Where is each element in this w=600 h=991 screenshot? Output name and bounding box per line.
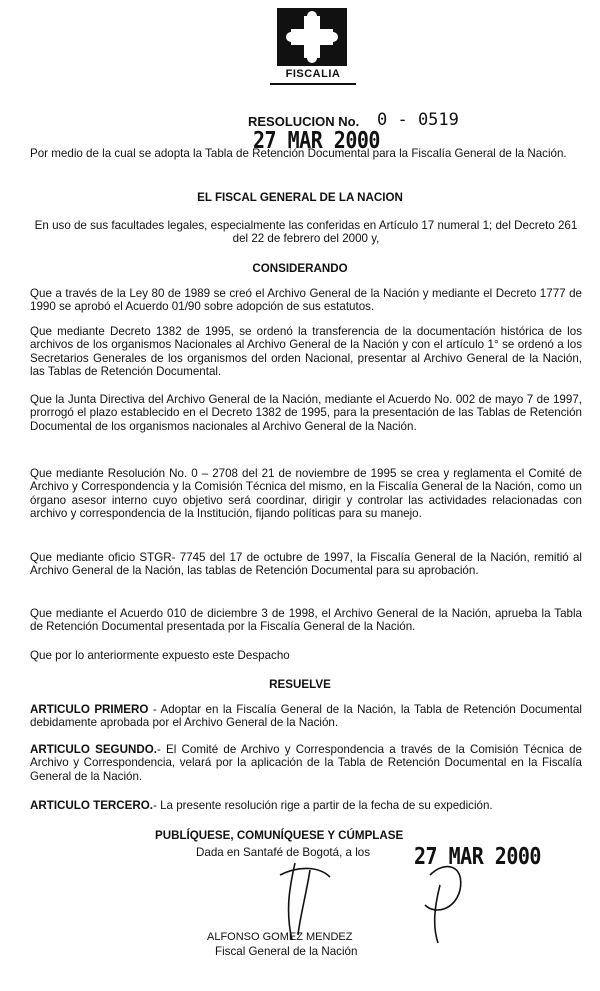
- intro-paragraph: Por medio de la cual se adopta la Tabla de Retención Documental para la Fiscalía General de la Nación.: [30, 147, 567, 160]
- considering-paragraph-4: Que mediante Resolución No. 0 – 2708 del 21 de noviembre de 1995 se crea y reglamenta el Comité de Archivo y Correspondencia y la Comisión Técnica del mismo, en la Fiscalía General de la Nación, como un órgano asesor interno cuyo objetivo será coordinar, dirigir y controlar las actividades relacionadas con archivo y correspondencia de la Institución, fijando políticas para su manejo.: [30, 467, 582, 521]
- article-1: [30, 703, 582, 730]
- resolution-number: 0 - 0519: [377, 110, 459, 130]
- logo-text: FISCALIA: [285, 68, 341, 80]
- article-3-text: - La presente resolución rige a partir de la fecha de su expedición.: [153, 799, 493, 812]
- article-1-label: ARTICULO PRIMERO: [30, 703, 149, 716]
- fiscalia-logo: [270, 8, 356, 92]
- article-3: [30, 799, 582, 812]
- considering-paragraph-6: Que mediante el Acuerdo 010 de diciembre 3 de 1998, el Archivo General de la Nación, aprueba la Tabla de Retención Documental presentada por la Fiscalía General de la Nación.: [30, 607, 582, 634]
- article-3-label: ARTICULO TERCERO.: [30, 799, 154, 812]
- closing-formula: PUBLÍQUESE, COMUNÍQUESE Y CÚMPLASE: [155, 829, 404, 842]
- date-stamp: 27 MAR 2000: [253, 126, 380, 154]
- considering-paragraph-1: Que a través de la Ley 80 de 1989 se creó el Archivo General de la Nación y mediante el Decreto 1777 de 1990 se aprobó el Acuerdo 01/90 sobre adopción de sus estatutos.: [30, 287, 582, 314]
- authority-title: EL FISCAL GENERAL DE LA NACION: [197, 191, 403, 204]
- signatory-title: Fiscal General de la Nación: [215, 945, 358, 958]
- given-at: Dada en Santafé de Bogotá, a los: [196, 846, 371, 859]
- considering-paragraph-2: Que mediante Decreto 1382 de 1995, se ordenó la transferencia de la documentación histórica de los archivos de los organismos Nacionales al Archivo General de la Nación y con el artículo 1° se ordenó a los Secretarios Generales de los organismos del orden Nacional, presentar al Archivo General de la Nación, las Tablas de Retención Documental.: [30, 325, 582, 379]
- considering-paragraph-5: Que mediante oficio STGR- 7745 del 17 de octubre de 1997, la Fiscalía General de la Nación, remitió al Archivo General de la Nación, las tablas de Retención Documental para su aprobación.: [30, 551, 582, 578]
- resolution-label: RESOLUCION No.: [248, 114, 360, 129]
- article-1-text: - Adoptar en la Fiscalía General de la Nación, la Tabla de Retención Documental debidamente aprobada por el Archivo General de la Nación.: [30, 703, 582, 730]
- article-2-text: - El Comité de Archivo y Correspondencia a través de la Comisión Técnica de Archivo y Correspondencia, velará por la aplicación de la Tabla de Retención Documental en la Fiscalía General de la Nación.: [30, 743, 582, 783]
- considering-title: CONSIDERANDO: [252, 262, 348, 275]
- powers-paragraph: En uso de sus facultades legales, especialmente las conferidas en Artículo 17 numeral 1; del Decreto 261 del 22 de febrero del 2000 y,: [34, 219, 578, 246]
- resolve-title: RESUELVE: [269, 678, 331, 691]
- closing-date-stamp: 27 MAR 2000: [414, 842, 541, 870]
- article-2-label: ARTICULO SEGUNDO.: [30, 743, 157, 756]
- considering-paragraph-7: Que por lo anteriormente expuesto este Despacho: [30, 649, 290, 662]
- article-2: [30, 743, 582, 783]
- logo-rule: [270, 83, 356, 85]
- considering-paragraph-3: Que la Junta Directiva del Archivo General de la Nación, mediante el Acuerdo No. 002 de mayo 7 de 1997, prorrogó el plazo establecido en el Decreto 1382 de 1995, para la presentación de las Tablas de Retención Documental de los organismos nacionales al Archivo General de la Nación.: [30, 393, 582, 433]
- puzzle-emblem-icon: [277, 8, 347, 66]
- signatory-name: ALFONSO GOMEZ MENDEZ: [207, 931, 353, 943]
